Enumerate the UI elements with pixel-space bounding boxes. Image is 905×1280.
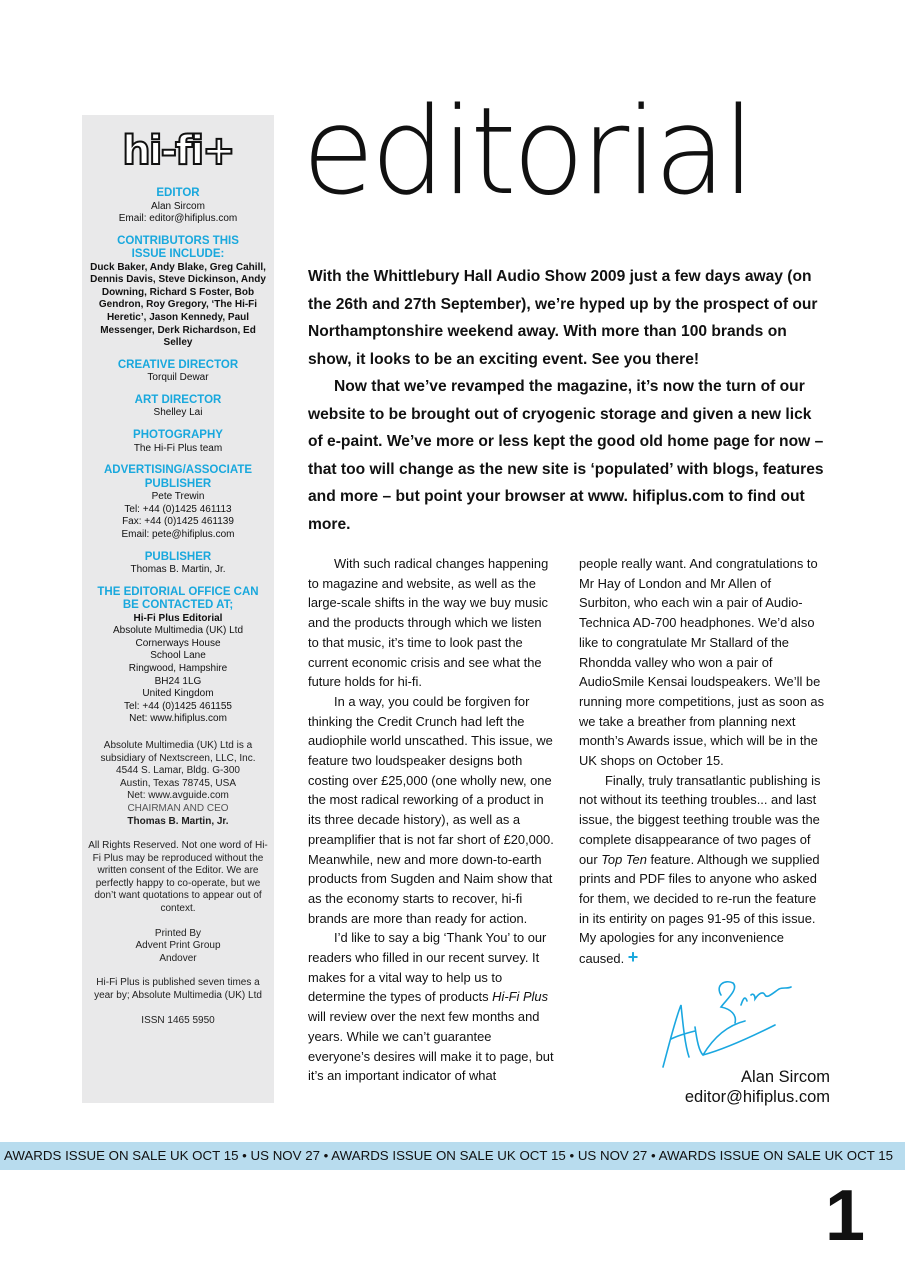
- intro-paragraph: With the Whittlebury Hall Audio Show 2009 just a few days away (on the 26th and 27th September), we’re hyped up by the prospect of our Northamptonshire weekend away. With more than 100 brands on show, it looks to be an exciting event. See you there!: [308, 268, 818, 368]
- masthead-line: Tel: +44 (0)1425 461155: [124, 700, 232, 712]
- masthead-section: [82, 586, 274, 726]
- masthead-section: [82, 429, 274, 455]
- masthead-section-heading: CONTRIBUTORS THIS ISSUE INCLUDE:: [117, 234, 239, 261]
- masthead-section: [82, 235, 274, 350]
- masthead-line: Duck Baker, Andy Blake, Greg Cahill, Dennis Davis, Steve Dickinson, Andy Downing, Richard S Foster, Bob Gendron, Roy Gregory, ‘The Hi-Fi Heretic’, Jason Kennedy, Paul Messenger, Derk Richardson, Ed Selley: [90, 261, 266, 349]
- masthead-section-heading: PHOTOGRAPHY: [133, 429, 223, 442]
- masthead-section-heading: PUBLISHER: [144, 550, 212, 563]
- body-column-right: [579, 554, 825, 969]
- corporate-line: Absolute Multimedia (UK) Ltd is a subsidiary of Nextscreen, LLC, Inc.: [100, 739, 256, 764]
- masthead-line: Fax: +44 (0)1425 461139: [122, 516, 234, 528]
- printed-by-line: Advent Print Group: [135, 940, 221, 952]
- masthead-line: Net: www.hifiplus.com: [129, 713, 227, 725]
- logo-text: hi-fi+: [122, 128, 234, 174]
- masthead-section: [82, 359, 274, 385]
- body-paragraph: With such radical changes happening to magazine and website, as well as the large-scale shifts in the way we buy music and the products through which we listen to that music, it’s time to look past the current economic crisis and see what the future holds for hi-fi.: [308, 556, 549, 690]
- signoff-email: editor@hifiplus.com: [684, 1088, 830, 1106]
- masthead-sidebar: [82, 115, 274, 1103]
- issn: ISSN 1465 5950: [141, 1014, 215, 1026]
- masthead-section-heading: THE EDITORIAL OFFICE CAN BE CONTACTED AT;: [97, 585, 259, 612]
- masthead-line: Cornerways House: [135, 637, 221, 649]
- rights-notice: All Rights Reserved. Not one word of Hi-Fi Plus may be reproduced without the written consent of the Editor. We are perfectly happy to co-operate, but we don’t want quotations to appear out of context.: [88, 840, 268, 915]
- masthead-line: Tel: +44 (0)1425 461113: [124, 503, 232, 515]
- body-paragraph: people really want. And congratulations to Mr Hay of London and Mr Allen of Surbiton, who each win a pair of Audio-Technica AD-700 headphones. We’d also like to congratulate Mr Stallard of the Rhondda valley who won a pair of AudioSmile Kensai loudspeakers. We’ll be running more competitions, just as soon as we take a breather from planning next month’s Awards issue, which will be in the UK shops on October 15.: [579, 556, 825, 769]
- corporate-line: CHAIRMAN AND CEO: [127, 802, 229, 814]
- printed-by-line: Printed By: [154, 927, 202, 939]
- signoff-name: Alan Sircom: [741, 1068, 830, 1086]
- intro-paragraph: Now that we’ve revamped the magazine, it’s now the turn of our website to be brought out of cryogenic storage and given a new lick of e-paint. We’ve more or less kept the good old home page for now – that too will change as the new site is ‘populated’ with blogs, features and more – but point your browser at www. hifiplus.com to find out more.: [308, 378, 824, 533]
- masthead-line: Email: pete@hifiplus.com: [121, 528, 235, 540]
- awards-banner: [0, 1142, 905, 1170]
- masthead-line: Torquil Dewar: [147, 372, 209, 384]
- intro-standfirst: [308, 263, 828, 538]
- printed-by-line: Andover: [159, 952, 197, 964]
- masthead-line: BH24 1LG: [154, 675, 202, 687]
- printed-by: [82, 928, 274, 966]
- corporate-line: Thomas B. Martin, Jr.: [127, 815, 229, 827]
- hifiplus-logo: [82, 129, 274, 173]
- masthead-section-heading: ADVERTISING/ASSOCIATE PUBLISHER: [103, 464, 253, 490]
- masthead-section: [82, 464, 274, 541]
- page-number: 1: [824, 1176, 865, 1256]
- masthead-sections: [82, 187, 274, 726]
- masthead-line: Alan Sircom: [151, 200, 205, 212]
- banner-text: AWARDS ISSUE ON SALE UK OCT 15 • US NOV 27 • AWARDS ISSUE ON SALE UK OCT 15 • US NOV 27 • AWARDS ISSUE ON SALE UK OCT 15: [4, 1148, 894, 1163]
- corporate-line: Net: www.avguide.com: [127, 790, 229, 802]
- signature-scrawl: [655, 965, 795, 1075]
- masthead-section: [82, 187, 274, 226]
- masthead-line: Thomas B. Martin, Jr.: [130, 564, 226, 575]
- masthead-line: Shelley Lai: [153, 407, 203, 419]
- end-mark-icon: +: [627, 947, 639, 968]
- masthead-section-heading: CREATIVE DIRECTOR: [117, 358, 239, 371]
- masthead-section-heading: ART DIRECTOR: [134, 393, 222, 406]
- masthead-line: Ringwood, Hampshire: [128, 662, 228, 674]
- body-paragraph: In a way, you could be forgiven for thinking the Credit Crunch had left the audiophile world unscathed. This issue, we feature two loudspeaker designs both costing over £25,000 (one wholly new, one the most radical reworking of a product in its three decade history), as well as a preamplifier that is not far short of £20,000. Meanwhile, new and more down-to-earth products from Sugden and Naim show that as the economy starts to recover, hi-fi brands are more than ready for action.: [308, 693, 554, 926]
- page-title: editorial: [302, 80, 752, 222]
- masthead-line: Email: editor@hifiplus.com: [118, 213, 238, 225]
- masthead-section: [82, 394, 274, 420]
- masthead-line: Hi-Fi Plus Editorial: [133, 612, 223, 624]
- masthead-section: [82, 551, 274, 577]
- masthead-line: School Lane: [150, 650, 206, 662]
- masthead-line: The Hi-Fi Plus team: [133, 442, 223, 454]
- corporate-info: [82, 740, 274, 828]
- publication-note: Hi-Fi Plus is published seven times a year by; Absolute Multimedia (UK) Ltd: [94, 977, 262, 1002]
- body-paragraph: I’d like to say a big ‘Thank You’ to our readers who filled in our recent survey. It makes for a vital way to help us to determine the types of products Hi-Fi Plus will review over the next few months and years. While we can’t guarantee everyone’s desires will make it to page, but it’s an important indicator of what: [308, 930, 554, 1084]
- corporate-line: 4544 S. Lamar, Bldg. G-300: [116, 765, 240, 777]
- masthead-line: United Kingdom: [142, 688, 214, 700]
- masthead-line: Absolute Multimedia (UK) Ltd: [112, 625, 244, 637]
- masthead-line: Pete Trewin: [151, 491, 205, 503]
- body-paragraph: Finally, truly transatlantic publishing is not without its teething troubles... and last issue, the biggest teething trouble was the complete disappearance of two pages of our Top Ten feature. Although we supplied prints and PDF files to anyone who asked for them, we decided to re-run the feature in its entirity on pages 91-95 of this issue. My apologies for any inconvenience caused. +: [579, 772, 821, 968]
- corporate-line: Austin, Texas 78745, USA: [120, 777, 236, 789]
- body-column-left: [308, 554, 554, 1086]
- masthead-section-heading: EDITOR: [156, 187, 200, 199]
